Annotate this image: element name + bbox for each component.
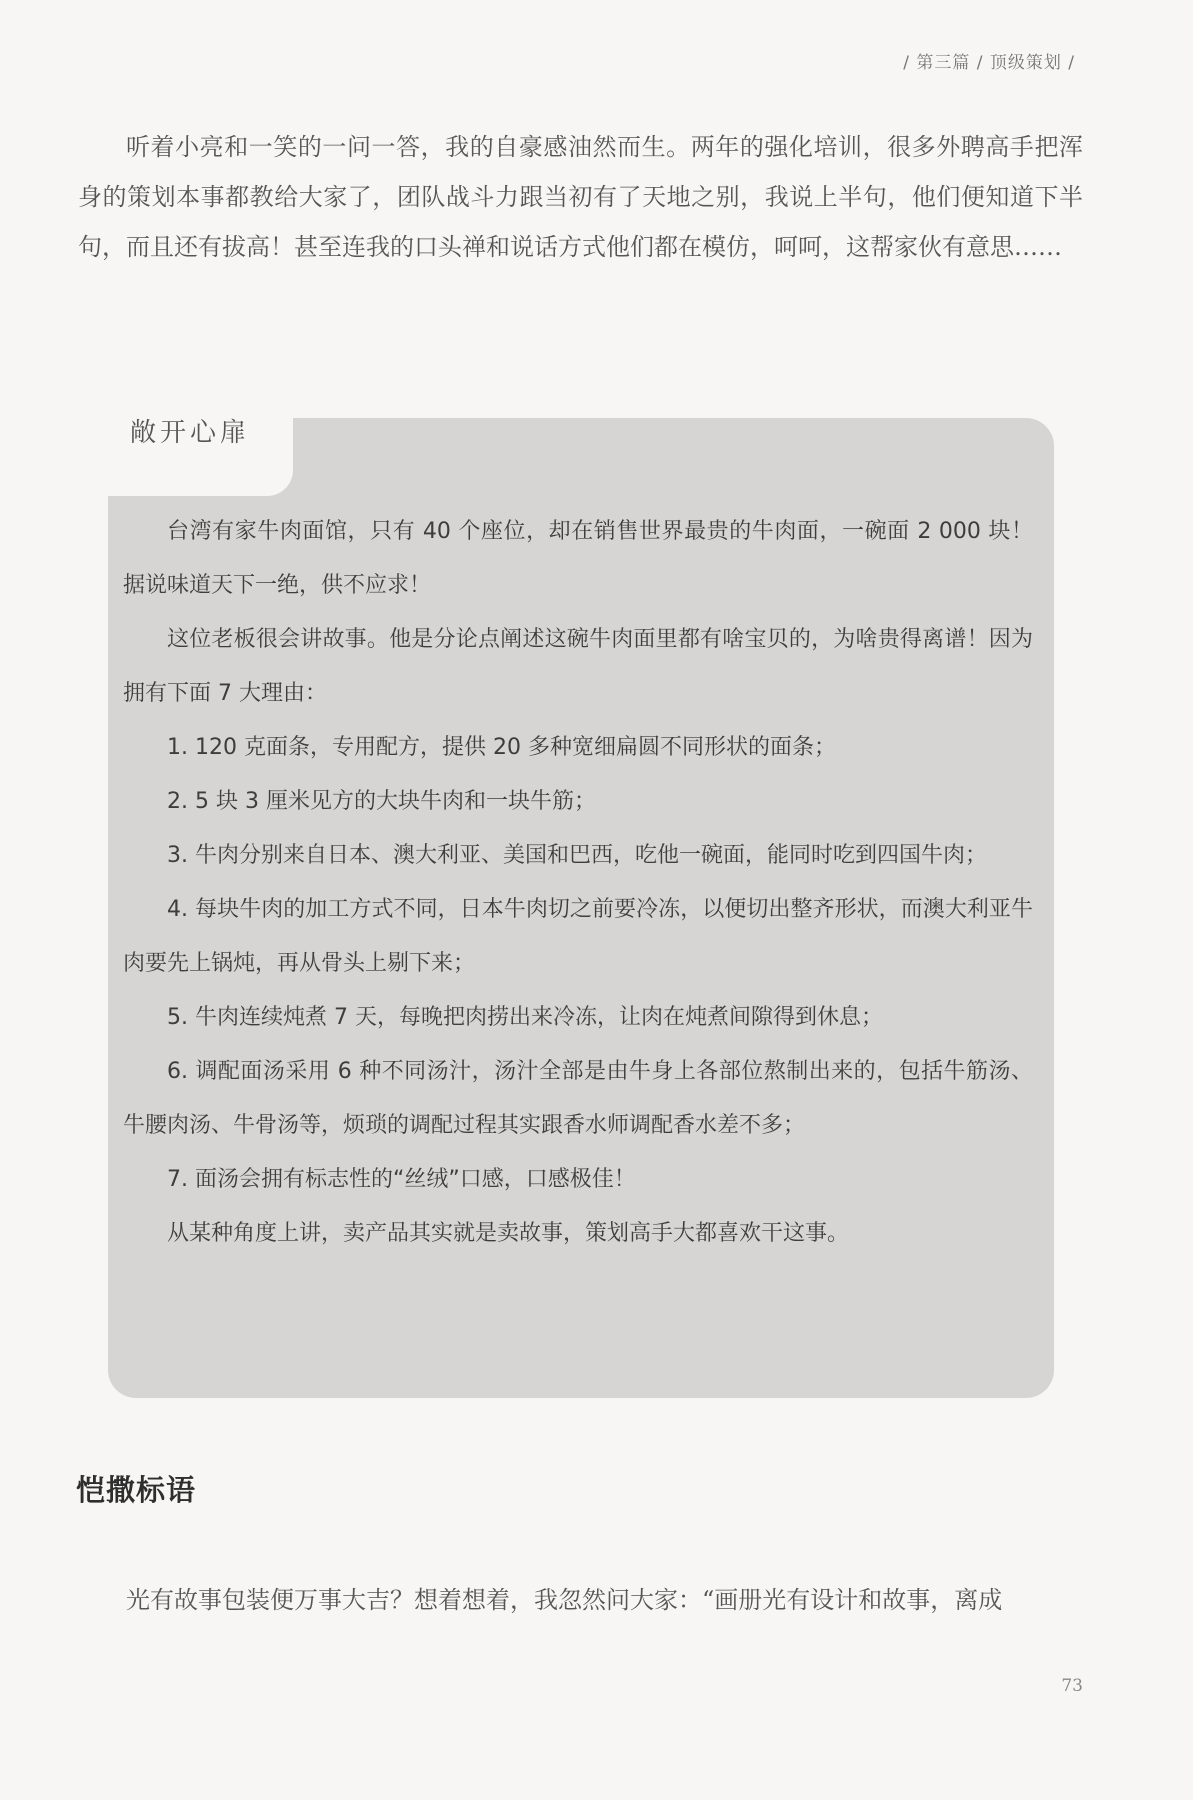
sidebar-box-body [123,505,1033,1261]
closing-paragraph: 光有故事包装便万事大吉？想着想着，我忽然问大家：“画册光有设计和故事，离成 [126,1586,1003,1614]
intro-paragraph: 听着小亮和一笑的一问一答，我的自豪感油然而生。两年的强化培训，很多外聘高手把浑身的策划本事都教给大家了，团队战斗力跟当初有了天地之别，我说上半句，他们便知道下半句，而且还有拔高！甚至连我的口头禅和说话方式他们都在模仿，呵呵，这帮家伙有意思…… [78,133,1083,261]
sidebar-box-title: 敞开心扉 [130,418,251,448]
box-list-item: 4. 每块牛肉的加工方式不同，日本牛肉切之前要冷冻，以便切出整齐形状，而澳大利亚牛肉要先上锅炖，再从骨头上剔下来； [123,897,1033,976]
box-list-item: 3. 牛肉分别来自日本、澳大利亚、美国和巴西，吃他一碗面，能同时吃到四国牛肉； [167,843,987,868]
box-list-item: 5. 牛肉连续炖煮 7 天，每晚把肉捞出来冷冻，让肉在炖煮间隙得到休息； [167,1005,883,1030]
page-number: 73 [1061,1676,1083,1696]
box-list-item: 1. 120 克面条，专用配方，提供 20 多种宽细扁圆不同形状的面条； [167,735,836,760]
box-paragraph: 从某种角度上讲，卖产品其实就是卖故事，策划高手大都喜欢干这事。 [167,1221,850,1246]
box-list-item: 2. 5 块 3 厘米见方的大块牛肉和一块牛筋； [167,789,596,814]
closing-section [78,1575,1083,1625]
box-list-item: 6. 调配面汤采用 6 种不同汤汁，汤汁全部是由牛身上各部位熬制出来的，包括牛筋汤、牛腰肉汤、牛骨汤等，烦琐的调配过程其实跟香水师调配香水差不多； [123,1059,1033,1138]
intro-section [78,122,1083,272]
box-paragraph: 台湾有家牛肉面馆，只有 40 个座位，却在销售世界最贵的牛肉面，一碗面 2 000 块！据说味道天下一绝，供不应求！ [123,519,1033,598]
box-paragraph: 这位老板很会讲故事。他是分论点阐述这碗牛肉面里都有啥宝贝的，为啥贵得离谱！因为拥有下面 7 大理由： [123,627,1033,706]
box-list-item: 7. 面汤会拥有标志性的“丝绒”口感，口感极佳！ [167,1167,636,1192]
running-header: / 第三篇 / 顶级策划 / [903,53,1075,73]
section-heading: 恺撒标语 [76,1473,197,1507]
